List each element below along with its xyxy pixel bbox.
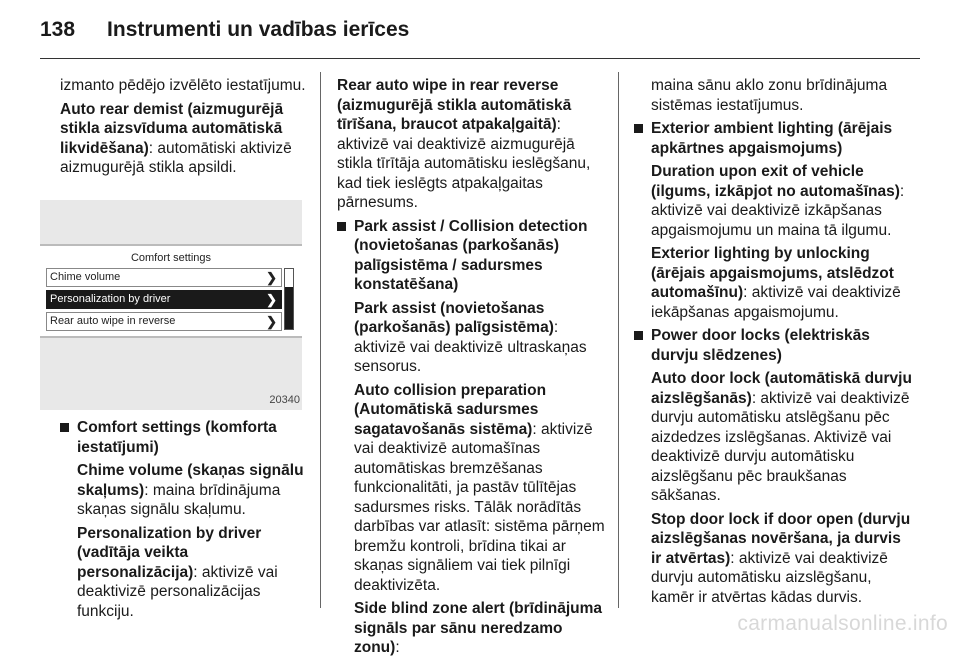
bullet-square-icon [634,124,643,133]
menu-item-chime-volume[interactable] [46,268,282,287]
paragraph [634,510,914,608]
paragraph [634,369,914,506]
description: : aktivizē vai deaktivizē durvju automātisku aizslēgšanu, kamēr ir atvērtas kādas durvis. [651,549,888,606]
bullet-square-icon [337,222,346,231]
description: : maina brīdinājuma skaņas signālu skaļumu. [77,481,281,518]
paragraph [60,461,310,520]
term: Auto collision preparation (Automātiskā sadursmes sagatavošanās sistēma) [354,381,547,438]
term: Personalization by driver (vadītāja veikta personalizācija) [77,524,262,581]
paragraph [634,162,914,240]
watermark: carmanualsonline.info [737,612,948,635]
figure-id: 20340 [269,394,300,406]
term: Exterior lighting by unlocking (ārējais apgaismojums, atslēdzot automašīnu) [651,245,894,301]
description: : aktivizē vai deaktivizē izkāpšanas apgaismojumu un maina tā ilgumu. [651,182,905,239]
description: : [395,639,400,656]
scrollbar [284,268,294,330]
screen-title: Comfort settings [130,252,212,264]
chevron-right-icon: ❯ [266,314,277,329]
menu-list [46,268,282,334]
menu-item-label: Personalization by driver [50,293,171,305]
paragraph [337,381,607,596]
bullet-square-icon [634,331,643,340]
paragraph [60,100,310,178]
column-2 [337,76,607,662]
description: : aktivizē vai deaktivizē durvju automātisku atslēgšanu pēc aizdedzes izslēgšanas. Aktivizē vai deaktivizē durvju automātisku aizslēgšanu pēc braukšanas sākšanas. [651,389,910,504]
paragraph [337,299,607,377]
column-divider [618,72,619,608]
description: : aktivizē vai deaktivizē ultraskaņas sensorus. [354,319,587,375]
bullet-heading: Park assist / Collision detection (novietošanas (parkošanās) palīgsistēma / sadursmes konstatēšana) [337,217,607,295]
menu-item-label: Chime volume [50,271,121,283]
term: Chime volume (skaņas signālu skaļums) [77,462,304,499]
paragraph: maina sānu aklo zonu brīdinājuma sistēmas iestatījumus. [651,77,888,114]
description: : aktivizē vai deaktivizē personalizācijas funkciju. [77,563,278,620]
paragraph: izmanto pēdējo izvēlēto iestatījumu. [60,77,306,94]
paragraph [337,76,607,213]
menu-item-label: Rear auto wipe in reverse [50,315,176,327]
term: Auto door lock (automātiskā durvju aizslēgšanās) [651,370,912,407]
bullet-heading: Exterior ambient lighting (ārējais apkārtnes apgaismojums) [634,119,914,158]
term: Side blind zone alert (brīdinājuma signāls par sānu neredzamo zonu) [354,600,603,656]
menu-item-personalization[interactable] [46,290,282,309]
column-divider [320,72,321,608]
term: Rear auto wipe in rear reverse (aizmugurējā stikla automātiskā tīrīšana, braucot atpakaļgaitā) [337,77,572,133]
page-header [40,18,409,42]
page-number: 138 [40,18,76,41]
column-1-lower [60,418,310,625]
term: Stop door lock if door open (durvju aizslēgšanas novēršana, ja durvis ir atvērtas) [651,510,911,567]
chevron-right-icon: ❯ [266,270,277,285]
bullet-square-icon [60,423,69,432]
chevron-right-icon: ❯ [266,292,277,307]
scrollbar-thumb [285,287,293,329]
menu-item-rear-auto-wipe[interactable] [46,312,282,331]
description: : aktivizē vai deaktivizē iekāpšanas apgaismojumu. [651,284,901,321]
description: : aktivizē vai deaktivizē automašīnas automātiskas bremzēšanas funkcionalitāti, ja pastāv tūlītējas sadursmes risks. Tālāk norādītās darbības var atlasīt: sistēma pārņem bremžu kontroli, brīdina tikai ar skaņas signāliem vai tiek pilnīgi deaktivizēta. [354,420,605,594]
header-rule [40,58,920,59]
paragraph [337,599,607,658]
paragraph [60,524,310,622]
bullet-heading: Power door locks (elektriskās durvju slēdzenes) [634,326,914,365]
page-title: Instrumenti un vadības ierīces [107,18,410,41]
description: : automātiski aktivizē aizmugurējā stikla apsildi. [60,139,292,176]
bullet-heading: Comfort settings (komforta iestatījumi) [60,418,310,457]
column-1 [60,76,310,182]
display-figure [40,200,302,410]
info-display-screen [40,244,302,338]
column-3 [634,76,914,611]
paragraph [634,244,914,322]
term: Duration upon exit of vehicle (ilgums, izkāpjot no automašīnas) [651,163,900,200]
term: Auto rear demist (aizmugurējā stikla aizsvīduma automātiskā likvidēšana) [60,100,284,157]
term: Park assist (novietošanas (parkošanās) palīgsistēma) [354,299,554,336]
description: : aktivizē vai deaktivizē aizmugurējā stikla tīrītāja automātisku ieslēgšanu, kad tiek ieslēgts atpakaļgaitas pārnesums. [337,116,591,211]
